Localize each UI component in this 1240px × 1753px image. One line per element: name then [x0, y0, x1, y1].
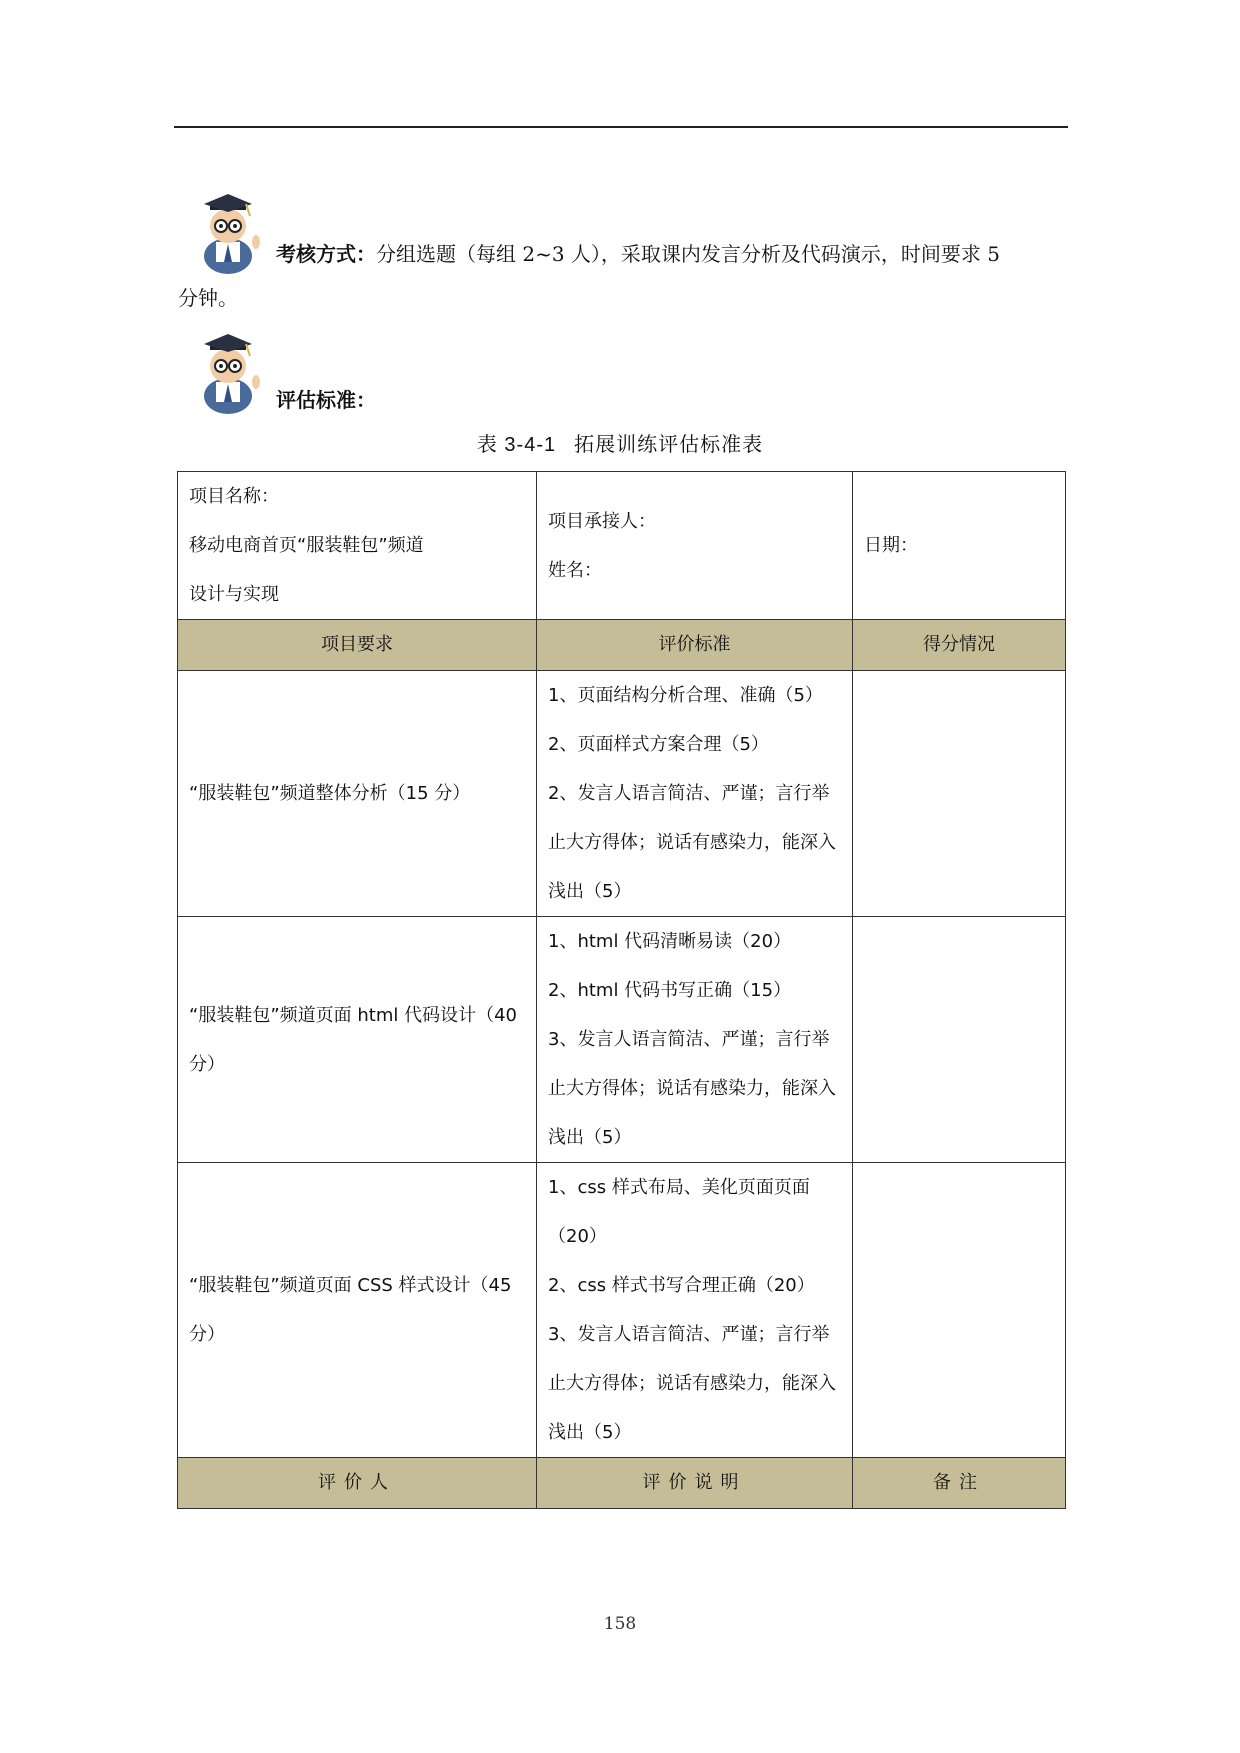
criteria-cell: [537, 671, 853, 917]
assessment-text-1: 分组选题（每组 2~3 人），采取课内发言分析及代码演示，时间要求 5: [376, 242, 1001, 266]
criteria-cell: [537, 1163, 853, 1458]
criteria-line: 浅出（5）: [548, 1127, 632, 1148]
project-info-row: [178, 472, 1066, 620]
requirement-cell: “服装鞋包”频道整体分析（15 分）: [178, 671, 537, 917]
criteria-line: 浅出（5）: [548, 881, 632, 902]
score-cell: [853, 1163, 1066, 1458]
header-score: 得分情况: [853, 620, 1066, 671]
evaluation-table: [177, 471, 1066, 1509]
header-criteria: 评价标准: [537, 620, 853, 671]
page-number: 158: [603, 1614, 637, 1634]
table-caption-title: 拓展训练评估标准表: [574, 432, 764, 456]
criteria-line: 止大方得体；说话有感染力，能深入: [548, 832, 836, 853]
date-label: 日期：: [864, 535, 918, 556]
criteria-heading: [276, 378, 676, 422]
score-cell: [853, 671, 1066, 917]
criteria-line: 止大方得体；说话有感染力，能深入: [548, 1078, 836, 1099]
requirement-cell: “服装鞋包”频道页面 html 代码设计（40 分）: [178, 917, 537, 1163]
table-row: [178, 917, 1066, 1163]
name-label: 姓名：: [548, 559, 602, 581]
criteria-line: 2、发言人语言简洁、严谨；言行举: [548, 783, 830, 804]
project-name-label: 项目名称：: [189, 486, 279, 507]
table-footer-row: [178, 1458, 1066, 1509]
professor-mascot-icon: [186, 186, 270, 274]
header-rule: [174, 126, 1068, 128]
table-header-row: [178, 620, 1066, 671]
criteria-line: 浅出（5）: [548, 1422, 632, 1443]
table-caption: [0, 428, 1240, 457]
footer-remarks: 备注: [853, 1458, 1066, 1509]
assessment-label: 考核方式：: [276, 242, 376, 266]
criteria-line: 1、css 样式布局、美化页面页面（20）: [548, 1177, 810, 1247]
professor-mascot-icon: [186, 326, 270, 414]
criteria-line: 3、发言人语言简洁、严谨；言行举: [548, 1324, 830, 1345]
project-name-line-2: 设计与实现: [189, 584, 279, 605]
criteria-heading-label: 评估标准：: [276, 388, 376, 412]
table-caption-number: 表 3-4-1: [476, 434, 557, 456]
table-row: [178, 1163, 1066, 1458]
footer-notes: 评价说明: [537, 1458, 853, 1509]
footer-evaluator: 评价人: [178, 1458, 537, 1509]
requirement-cell: “服装鞋包”频道页面 CSS 样式设计（45 分）: [178, 1163, 537, 1458]
criteria-line: 3、发言人语言简洁、严谨；言行举: [548, 1029, 830, 1050]
score-cell: [853, 917, 1066, 1163]
criteria-cell: [537, 917, 853, 1163]
assessment-line-1: [276, 232, 1076, 276]
undertaker-label: 项目承接人：: [548, 510, 656, 532]
criteria-line: 2、页面样式方案合理（5）: [548, 734, 769, 755]
header-requirement: 项目要求: [178, 620, 537, 671]
date-cell: [853, 472, 1066, 620]
criteria-line: 2、html 代码书写正确（15）: [548, 980, 792, 1001]
undertaker-cell: [537, 472, 853, 620]
criteria-line: 止大方得体；说话有感染力，能深入: [548, 1373, 836, 1394]
table-row: [178, 671, 1066, 917]
criteria-line: 1、html 代码清晰易读（20）: [548, 931, 792, 952]
criteria-line: 2、css 样式书写合理正确（20）: [548, 1275, 815, 1296]
project-name-line-1: 移动电商首页“服装鞋包”频道: [189, 535, 424, 556]
assessment-text-2: 分钟。: [178, 286, 238, 310]
criteria-line: 1、页面结构分析合理、准确（5）: [548, 685, 823, 706]
project-name-cell: [178, 472, 537, 620]
